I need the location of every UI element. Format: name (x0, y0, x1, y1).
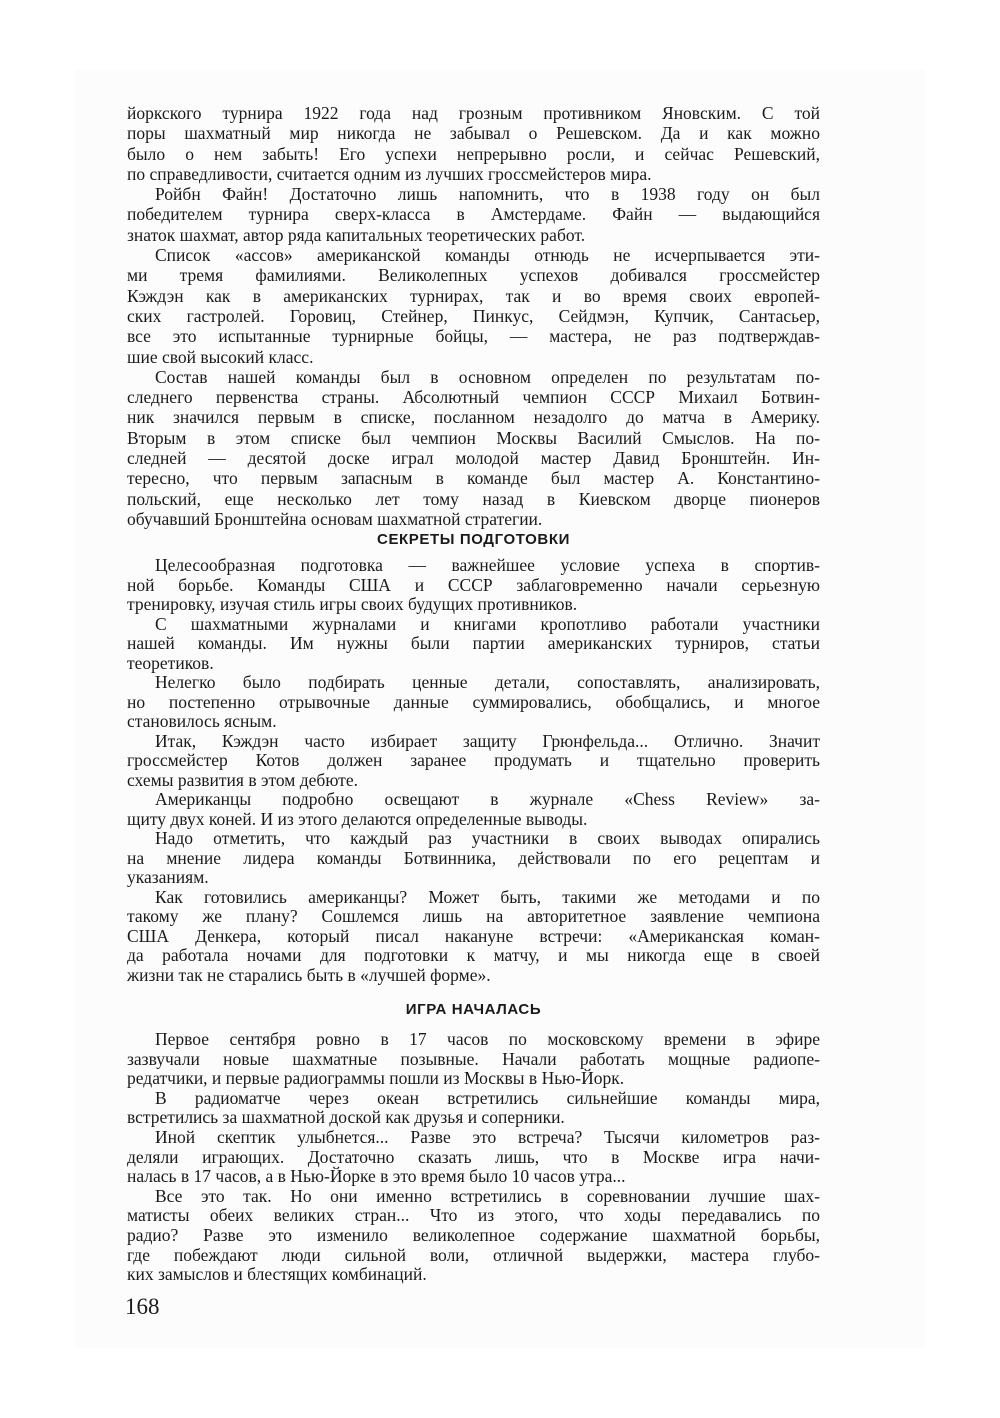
text-line: жизни так не старались быть в «лучшей форме». (127, 964, 491, 985)
text-line: редатчики, и первые радиограммы пошли из Москвы в Нью-Йорк. (127, 1068, 625, 1089)
text-line: нашей команды. Им нужны были партии американских турниров, статьи (127, 633, 820, 653)
text-line: деляли играющих. Достаточно сказать лишь, что в Москве игра начи- (127, 1146, 820, 1167)
paragraph (127, 103, 820, 184)
paragraph (127, 888, 820, 986)
paragraph (127, 829, 820, 888)
text-line: ких замыслов и блестящих комбинаций. (127, 1264, 427, 1285)
text-line: налась в 17 часов, а в Нью-Йорке в это время было 10 часов утра... (127, 1166, 626, 1187)
text-line: Нелегко было подбирать ценные детали, сопоставлять, анализировать, (155, 672, 820, 692)
text-line: победителем турнира сверх-класса в Амстердаме. Файн — выдающийся (127, 204, 820, 225)
paragraph (127, 615, 820, 674)
text-line: такому же плану? Сошлемся лишь на авторитетное заявление чемпиона (127, 906, 820, 926)
text-line: США Денкера, который писал накануне встречи: «Американская коман- (127, 925, 820, 946)
paragraph (127, 732, 820, 791)
paragraph (127, 1187, 820, 1285)
text-line: В радиоматче через океан встретились сильнейшие команды мира, (155, 1087, 820, 1108)
text-line: польский, еще несколько лет тому назад в Киевском дворце пионеров (127, 488, 820, 509)
heading-secrets-of-preparation: СЕКРЕТЫ ПОДГОТОВКИ (377, 531, 570, 548)
paragraph (127, 790, 820, 829)
text-line: Иной скептик улыбнется... Разве это встреча? Тысячи километров раз- (155, 1126, 820, 1147)
paragraph (127, 245, 820, 367)
text-line: следнего первенства страны. Абсолютный чемпион СССР Михаил Ботвин- (127, 387, 820, 408)
text-line: йоркского турнира 1922 года над грозным противником Яновским. С той (127, 103, 820, 123)
text-line: матисты обеих великих стран... Что из этого, что ходы передавались по (127, 1205, 820, 1226)
text-line: Список «ассов» американской команды отнюдь не исчерпывается эти- (155, 245, 820, 266)
paragraph (127, 556, 820, 615)
text-line: схемы развития в этом дебюте. (127, 769, 358, 790)
text-line: зазвучали новые шахматные позывные. Начали работать мощные радиопе- (127, 1048, 820, 1069)
paragraph (127, 367, 820, 529)
text-line: встретились за шахматной доской как друзья и соперники. (127, 1107, 565, 1128)
text-line: теоретиков. (127, 652, 214, 673)
text-line: указаниям. (127, 867, 209, 887)
paragraph (127, 673, 820, 732)
paragraph (127, 184, 820, 245)
section-game-began (127, 1030, 820, 1285)
text-line: да работала ночами для подготовки к матчу, и мы никогда еще в своей (127, 945, 820, 965)
text-line: Ройбн Файн! Достаточно лишь напомнить, что в 1938 году он был (155, 184, 820, 205)
text-line: было о нем забыть! Его успехи непрерывно росли, и сейчас Решевский, (127, 143, 820, 164)
text-line: Как готовились американцы? Может быть, такими же методами и по (155, 886, 820, 907)
text-line: Американцы подробно освещают в журнале «Chess Review» за- (155, 789, 820, 809)
text-line: Вторым в этом списке был чемпион Москвы Василий Смыслов. На по- (127, 427, 820, 448)
text-line: Кэждэн как в американских турнирах, так и во время своих европей- (127, 285, 820, 306)
section-intro (127, 103, 820, 529)
section-secrets-of-preparation (127, 556, 820, 985)
text-line: щиту двух коней. И из этого делаются определенные выводы. (127, 808, 588, 829)
text-line: где побеждают люди сильной воли, отличной выдержки, мастера глубо- (127, 1244, 820, 1265)
text-line: следней — десятой доске играл молодой мастер Давид Бронштейн. Ин- (127, 448, 820, 469)
text-line: радио? Разве это изменило великолепное содержание шахматной борьбы, (127, 1224, 820, 1245)
text-line: шие свой высокий класс. (127, 346, 314, 367)
text-line: но постепенно отрывочные данные суммировались, обобщались, и многое (127, 691, 820, 712)
page-number: 168 (125, 1294, 160, 1319)
text-line: на мнение лидера команды Ботвинника, действовали по его рецептам и (127, 847, 820, 868)
text-line: Итак, Кэждэн часто избирает защиту Грюнфельда... Отлично. Значит (155, 730, 820, 751)
text-line: становилось ясным. (127, 711, 277, 731)
text-line: тересно, что первым запасным в команде был мастер А. Константино- (127, 468, 820, 489)
text-line: ной борьбе. Команды США и СССР заблаговременно начали серьезную (127, 574, 820, 595)
text-line: Первое сентября ровно в 17 часов по московскому времени в эфире (155, 1029, 820, 1049)
paragraph (127, 1089, 820, 1128)
text-line: поры шахматный мир никогда не забывал о Решевском. Да и как можно (127, 123, 820, 144)
text-line: ских гастролей. Горовиц, Стейнер, Пинкус, Сейдмэн, Купчик, Сантасьер, (127, 305, 820, 326)
heading-game-began: ИГРА НАЧАЛАСЬ (405, 1001, 542, 1018)
text-line: Все это так. Но они именно встретились в соревновании лучшие шах- (155, 1185, 820, 1206)
text-line: гроссмейстер Котов должен заранее продумать и тщательно проверить (127, 750, 820, 770)
text-line: Целесообразная подготовка — важнейшее условие успеха в спортив- (155, 555, 820, 575)
text-line: обучавший Бронштейна основам шахматной стратегии. (127, 508, 543, 529)
paragraph (127, 1128, 820, 1187)
text-line: знаток шахмат, автор ряда капитальных теоретических работ. (127, 224, 586, 245)
paragraph (127, 1030, 820, 1089)
text-line: С шахматными журналами и книгами кропотливо работали участники (155, 613, 820, 634)
text-line: Надо отметить, что каждый раз участники в своих выводах опирались (155, 828, 820, 848)
text-line: ми тремя фамилиями. Великолепных успехов добивался гроссмейстер (127, 265, 820, 286)
text-line: Состав нашей команды был в основном определен по результатам по- (155, 366, 820, 387)
text-line: тренировку, изучая стиль игры своих будущих противников. (127, 594, 578, 614)
text-line: все это испытанные турнирные бойцы, — мастера, не раз подтверждав- (127, 326, 820, 347)
text-line: ник значился первым в списке, посланном незадолго до матча в Америку. (127, 407, 820, 428)
text-line: по справедливости, считается одним из лучших гроссмейстеров мира. (127, 163, 652, 184)
